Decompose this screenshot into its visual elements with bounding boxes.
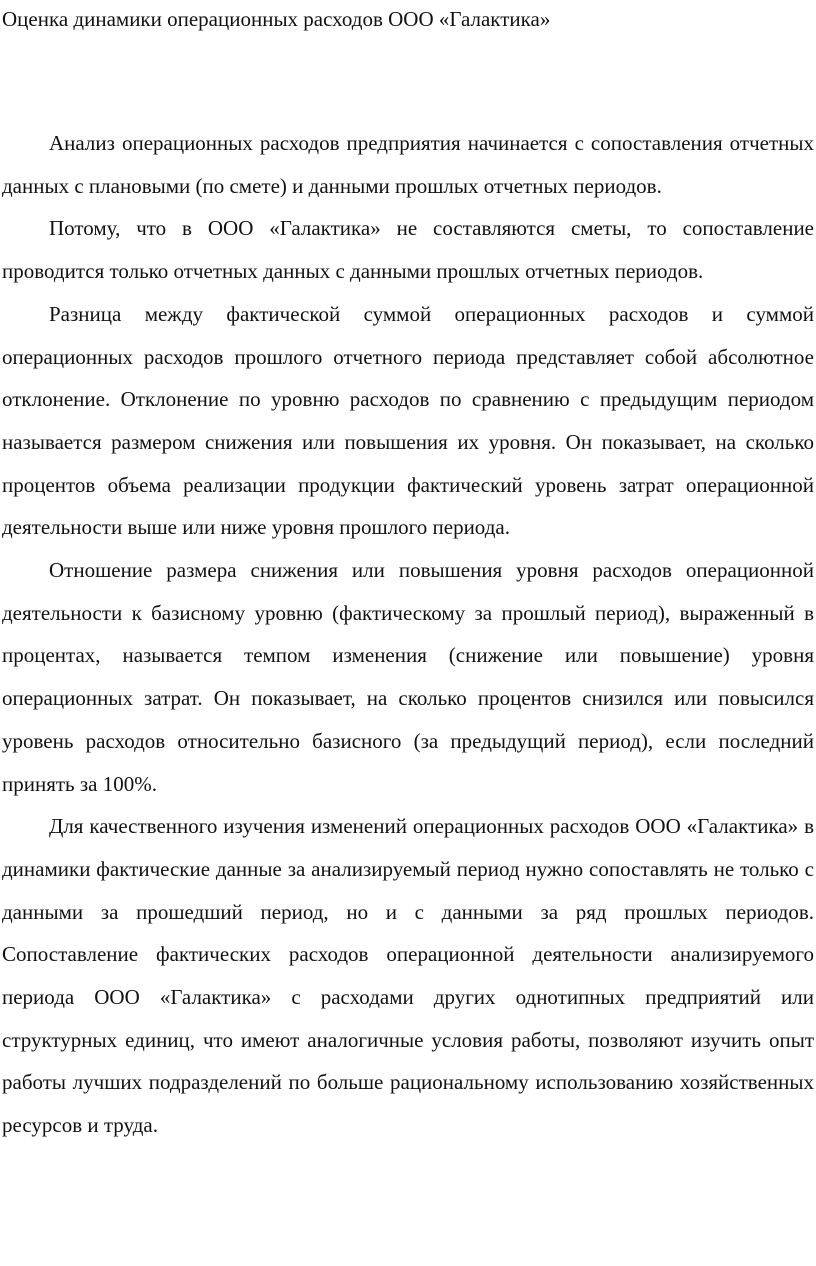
paragraph: Для качественного изучения изменений операционных расходов ООО «Галактика» в динамики фактические данные за анализируемый период нужно сопоставлять не только с данными за прошедший период, но и с данными за ряд прошлых периодов. Сопоставление фактических расходов операционной деятельности анализируемого периода ООО «Галактика» с расходами других однотипных предприятий или структурных единиц, что имеют аналогичные условия работы, позволяют изучить опыт работы лучших подразделений по больше рациональному использованию хозяйственных ресурсов и труда. [2,814,814,1138]
paragraph: Разница между фактической суммой операционных расходов и суммой операционных расходов прошлого отчетного периода представляет собой абсолютное отклонение. Отклонение по уровню расходов по сравнению с предыдущим периодом называется размером снижения или повышения их уровня. Он показывает, на сколько процентов объема реализации продукции фактический уровень затрат операционной деятельности выше или ниже уровня прошлого периода. [2,301,814,540]
document-body [2,122,814,1147]
paragraph: Отношение размера снижения или повышения уровня расходов операционной деятельности к базисному уровню (фактическому за прошлый период), выраженный в процентах, называется темпом изменения (снижение или повышение) уровня операционных затрат. Он показывает, на сколько процентов снизился или повысился уровень расходов относительно базисного (за предыдущий период), если последний принять за 100%. [2,558,814,796]
paragraph: Анализ операционных расходов предприятия начинается с сопоставления отчетных данных с плановыми (по смете) и данными прошлых отчетных периодов. [2,131,814,198]
paragraph: Потому, что в ООО «Галактика» не составляются сметы, то сопоставление проводится только отчетных данных с данными прошлых отчетных периодов. [2,216,814,284]
document-title: Оценка динамики операционных расходов ООО «Галактика» [2,7,551,31]
